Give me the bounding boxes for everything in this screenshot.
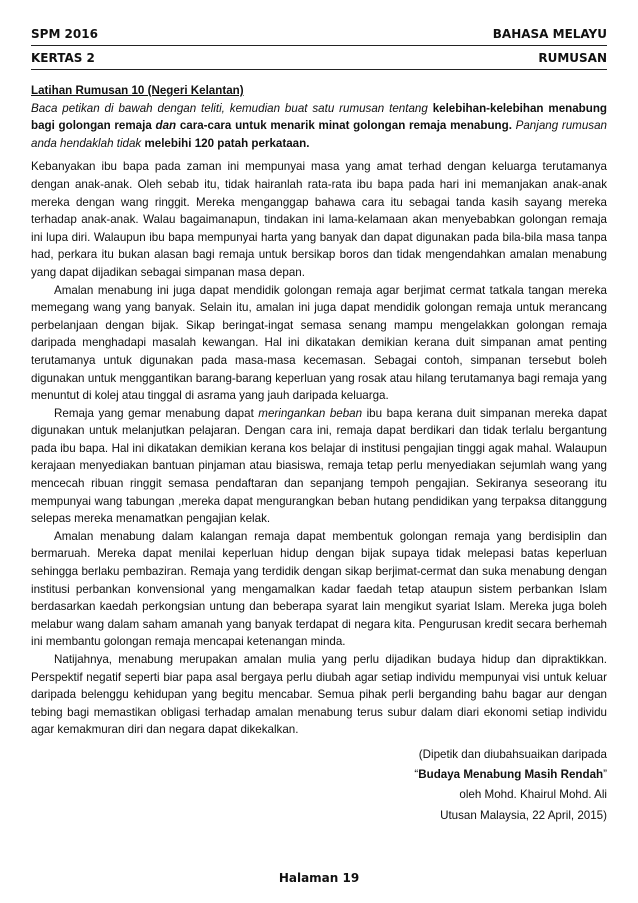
source-line-2: [31, 765, 607, 785]
quote-open: “: [414, 768, 419, 782]
header-section: RUMUSAN: [538, 51, 607, 65]
header-row-1: [31, 27, 607, 41]
instruction-part2: Panjang rumusan anda hendaklah tidak: [31, 119, 607, 150]
paragraph-3-after: ibu bapa kerana duit simpanan mereka dapat digunakan untuk melanjutkan pelajaran. Dengan cara ini, remaja dapat berdikari dan tidak terlalu bergantung pada ibu bapa. Hal ini dikatakan demikian kerana kos belajar di institusi pengajian tinggi agak mahal. Walaupun kerajaan menyediakan bantuan pinjaman atau biasiswa, remaja tetap perlu menyediakan sejumlah wang yang mencecah ribuan ringgit semasa pendaftaran dan sepanjang tempoh pengajian. Sekiranya seseorang itu mempunyai wang tabungan ,mereka dapat mengurangkan beban hutang pendidikan yang terpaksa ditanggung selepas mereka menamatkan pengajian kelak.: [31, 406, 607, 526]
source-publication: Utusan Malaysia, 22 April, 2015): [440, 808, 607, 822]
header-paper: KERTAS 2: [31, 51, 95, 65]
paragraph-4: Amalan menabung dalam kalangan remaja dapat membentuk golongan remaja yang berdisiplin dan bermaruah. Mereka dapat menilai keperluan hidup dengan bijak supaya tidak melepasi batas keperluan sehingga berlaku pembaziran. Remaja yang terdidik dengan sikap berjimat-cermat dan suka menabung dengan institusi perbankan konvensional yang mengamalkan kadar faedah tetap ataupun sistem perbankan Islam berdasarkan kaedah perkongsian untung dan beberapa syarat lain mengikut syariat Islam. Mereka juga boleh melabur wang dalam saham amanah yang banyak terdapat di negara kita. Pengurusan kredit secara berhemah ini membantu golongan remaja mencapai ketenangan minda.: [31, 529, 607, 649]
instruction-topic1: kelebihan-kelebihan menabung bagi golongan remaja: [31, 101, 607, 133]
quote-close: ”: [603, 768, 607, 782]
source-line-1: (Dipetik dan diubahsuaikan daripada: [418, 747, 607, 761]
paragraph-3-italic: meringankan beban: [258, 406, 363, 420]
paragraph-3-before: Remaja yang gemar menabung dapat: [54, 406, 259, 420]
instruction-part1: Baca petikan di bawah dengan teliti, kemudian buat satu rumusan tentang: [31, 101, 433, 115]
instruction: [31, 100, 607, 153]
header-row-2: [31, 51, 607, 65]
header-exam: SPM 2016: [31, 27, 98, 41]
paragraph-5: Natijahnya, menabung merupakan amalan mulia yang perlu dijadikan budaya hidup dan dipraktikkan. Perspektif negatif seperti biar papa asal bergaya perlu diubah agar setiap individu mempunyai visi untuk keluar daripada belenggu kehidupan yang begitu mencabar. Semua pihak perli berganding bahu bagar aur dengan tebing bagi memastikan obligasi terhadap amalan menabung terus subur dalam diari ekonomi setiap individu agar kemakmuran diri dan negara dapat dikekalkan.: [31, 653, 607, 737]
instruction-limit: melebihi 120 patah perkataan.: [144, 136, 310, 150]
instruction-dan: dan: [151, 119, 180, 133]
header-rule-1: [31, 45, 607, 46]
source-article-title: Budaya Menabung Masih Rendah: [418, 768, 604, 782]
paragraph-1: Kebanyakan ibu bapa pada zaman ini mempunyai masa yang amat terhad dengan keluarga terutamanya dengan anak-anak. Oleh sebab itu, tidak hairanlah rata-rata ibu bapa pada hari ini memanjakan anak-anak mereka dengan wang ringgit. Mereka menganggap bahawa cara itu sebagai tanda kasih sayang mereka terhadap anak-anak. Walau bagaimanapun, tindakan ini lama-kelamaan akan menyebabkan golongan remaja ini lupa diri. Walaupun ibu bapa mempunyai harta yang banyak dan dapat digunakan pada bila-bila masa tanpa had, perkara itu bukan alasan bagi remaja untuk bersikap boros dan tidak mengendahkan amalan menabung yang dapat dijadikan sebagai simpanan masa depan.: [31, 160, 607, 279]
page-number: Halaman 19: [278, 871, 360, 885]
exercise-title: Latihan Rumusan 10 (Negeri Kelantan): [31, 84, 244, 97]
document-body: [31, 82, 607, 826]
source-author: oleh Mohd. Khairul Mohd. Ali: [459, 788, 607, 802]
paragraph-3: [31, 405, 607, 528]
instruction-topic2: cara-cara untuk menarik minat golongan remaja menabung.: [179, 119, 512, 133]
header-subject: BAHASA MELAYU: [492, 27, 607, 41]
paragraph-2: Amalan menabung ini juga dapat mendidik golongan remaja agar berjimat cermat tatkala tangan mereka memegang wang yang banyak. Selain itu, amalan ini juga dapat mendidik golongan remaja untuk merancang perbelanjaan dengan bijak. Sikap beringat-ingat semasa senang mampu mengelakkan golongan remaja daripada menghadapi masalah kewangan. Hal ini dikatakan demikian kerana duit simpanan amat penting terutamanya untuk digunakan pada masa-masa kecemasan. Sebagai contoh, simpanan tersebut boleh digunakan untuk menggantikan barang-barang keperluan yang rosak atau hilang terutamanya bagi remaja yang menuntut di kolej atau tinggal di asrama yang jauh daripada keluarga.: [31, 283, 607, 403]
header-rule-2: [31, 69, 607, 70]
